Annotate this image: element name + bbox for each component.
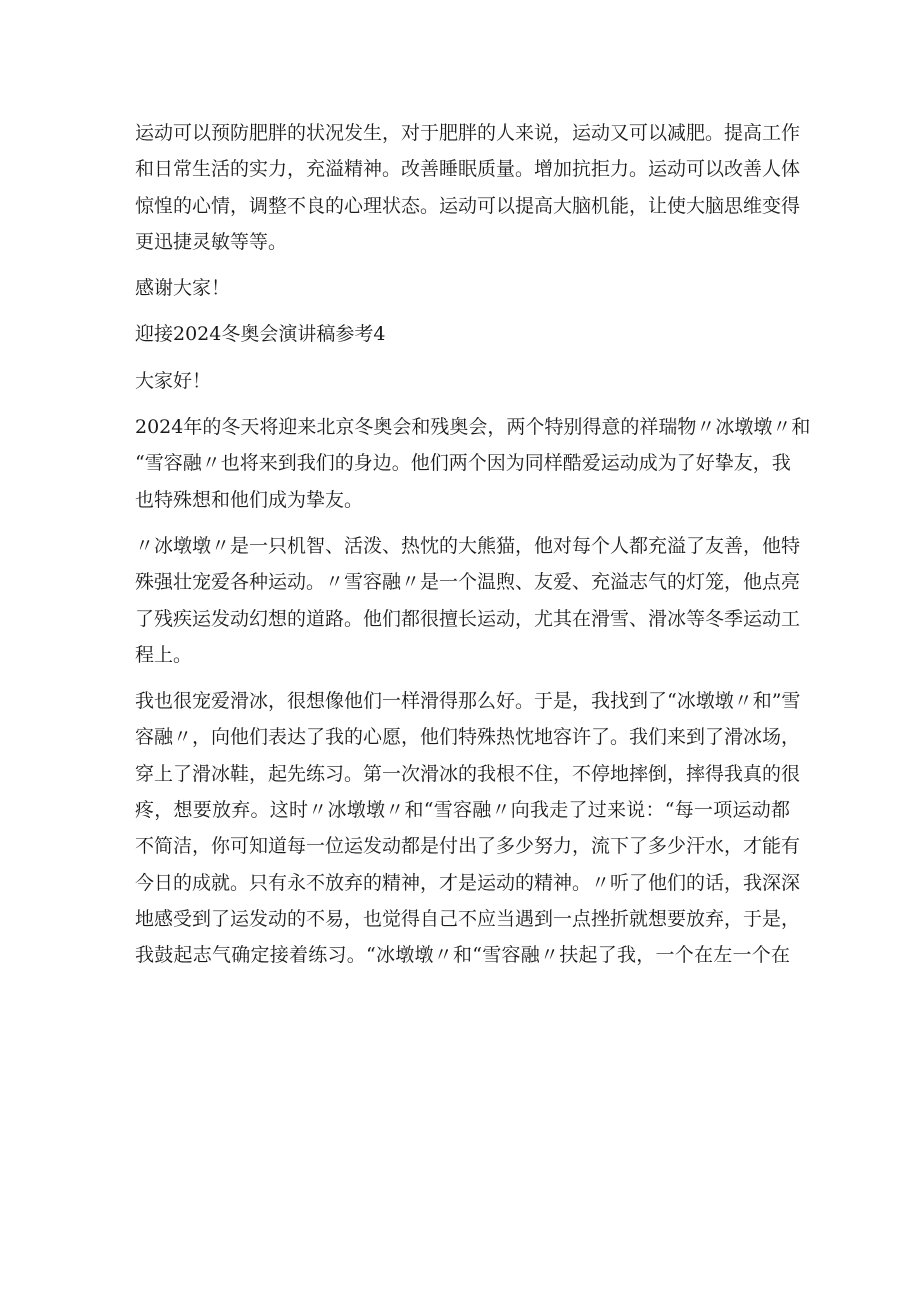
document-body	[135, 115, 811, 974]
text-line: 疼，想要放弃。这时〃冰墩墩〃和“雪容融〃向我走了过来说：“每一项运动都	[135, 799, 790, 822]
text-line: 殊强壮宠爱各种运动。〃雪容融〃是一个温煦、友爱、充溢志气的灯笼，他点亮	[135, 571, 801, 594]
text-line: 容融〃，向他们表达了我的心愿，他们特殊热忱地容许了。我们来到了滑冰场，	[135, 726, 801, 749]
text-line: 不简洁，你可知道每一位运发动都是付出了多少努力，流下了多少汗水，才能有	[135, 835, 801, 858]
text-line: 和日常生活的实力，充溢精神。改善睡眠质量。增加抗拒力。运动可以改善人体	[135, 158, 801, 181]
paragraph-skating-story	[135, 683, 801, 973]
text-line: 2024年的冬天将迎来北京冬奥会和残奥会，两个特别得意的祥瑞物〃冰墩墩〃和	[135, 416, 811, 439]
thanks-line: 感谢大家！	[135, 277, 231, 300]
paragraph-mascots	[135, 528, 801, 673]
section-heading: 迎接2024冬奥会演讲稿参考4	[135, 323, 386, 346]
text-line: 运动可以预防肥胖的状况发生，对于肥胖的人来说，运动又可以减肥。提高工作	[135, 122, 801, 144]
text-line: 更迅捷灵敏等等。	[135, 230, 288, 253]
text-line: 程上。	[135, 643, 193, 666]
text-line: 我也很宠爱滑冰，很想像他们一样滑得那么好。于是，我找到了“冰墩墩〃和”雪	[135, 690, 801, 713]
text-line: 我鼓起志气确定接着练习。“冰墩墩〃和“雪容融〃扶起了我，一个在左一个在	[135, 944, 790, 967]
text-line: 了残疾运发动幻想的道路。他们都很擅长运动，尤其在滑雪、滑冰等冬季运动工	[135, 607, 801, 630]
text-line: 〃冰墩墩〃是一只机智、活泼、热忱的大熊猫，他对每个人都充溢了友善，他特	[135, 534, 801, 557]
paragraph-exercise-benefits	[135, 115, 801, 260]
text-line: 地感受到了运发动的不易，也觉得自己不应当遇到一点挫折就想要放弃，于是，	[135, 907, 801, 930]
text-line: 穿上了滑冰鞋，起先练习。第一次滑冰的我根不住，不停地摔倒，摔得我真的很	[135, 762, 801, 785]
text-line: 今日的成就。只有永不放弃的精神，才是运动的精神。〃听了他们的话，我深深	[135, 871, 801, 894]
greeting-line: 大家好！	[135, 369, 212, 392]
text-line: 也特殊想和他们成为挚友。	[135, 488, 364, 511]
text-line: 惊惶的心情，调整不良的心理状态。运动可以提高大脑机能，让使大脑思维变得	[135, 194, 801, 217]
paragraph-intro	[135, 409, 811, 518]
text-line: “雪容融〃也将来到我们的身边。他们两个因为同样酷爱运动成为了好挚友，我	[135, 452, 791, 475]
